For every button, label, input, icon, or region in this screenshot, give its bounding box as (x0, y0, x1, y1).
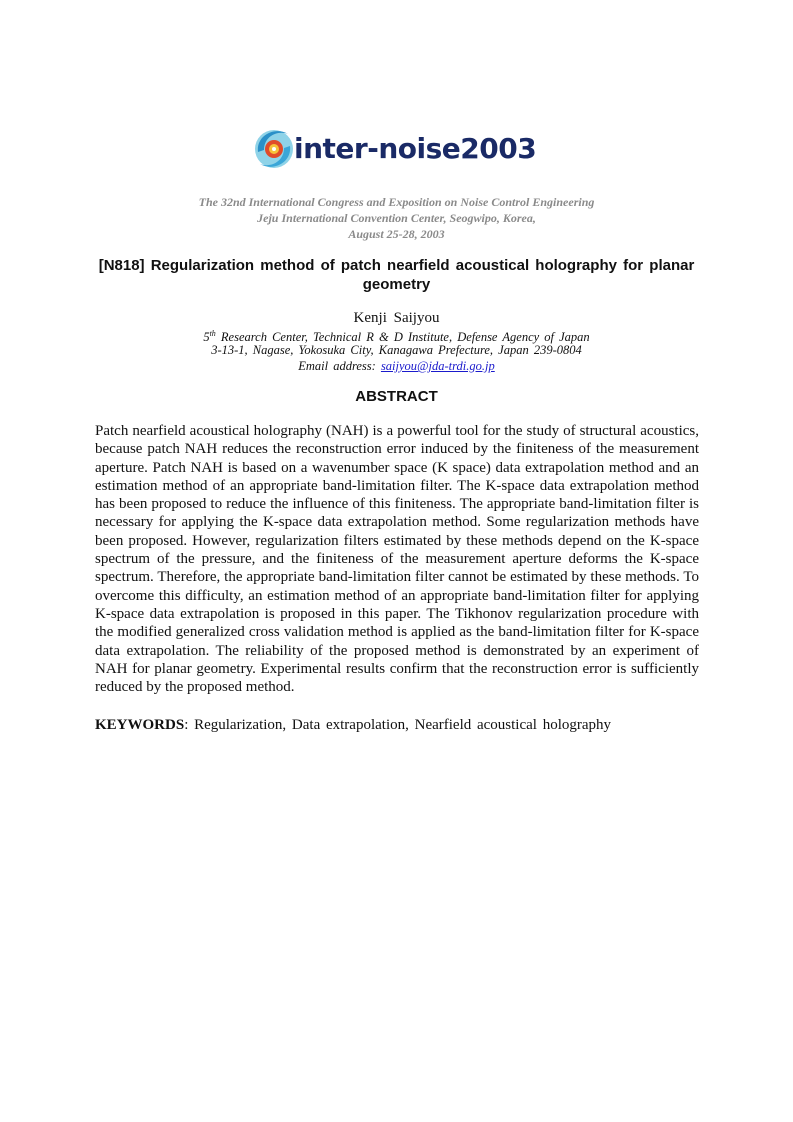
keywords-line (95, 716, 699, 734)
conference-logo (252, 118, 552, 184)
conference-dates: August 25-28, 2003 (348, 227, 445, 241)
affiliation-institution: Research Center, Technical R & D Institute, Defense Agency of Japan (215, 330, 590, 345)
abstract-body: Patch nearfield acoustical holography (NAH) is a powerful tool for the study of structural acoustics, because patch NAH reduces the reconstruction error induced by the finiteness of the measurement aperture. Patch NAH is based on a wavenumber space (K space) data extrapolation method and an estimation method of an appropriate band-limitation filter. The K-space data extrapolation method has been proposed to reduce the influence of this finiteness. The appropriate band-limitation filter is necessary for applying the K-space data extrapolation method. Some regularization methods have been proposed. However, regularization filters estimated by these methods depend on the K-space spectrum of the pressure, and the finiteness of the measurement aperture deforms the K-space spectrum. Therefore, the appropriate band-limitation filter cannot be estimated by these methods. To overcome this difficulty, an estimation method of an appropriate band-limitation filter for applying K-space data extrapolation is proposed in this paper. The Tikhonov regularization procedure with the modified generalized cross validation method is applied as the band-limitation filter for K-space data extrapolation. The reliability of the proposed method is demonstrated by an experiment of NAH for planar geometry. Experimental results confirm that the reconstruction error is sufficiently reduced by the proposed method. (95, 423, 699, 696)
affiliation-ordinal-suffix: th (209, 329, 216, 338)
logo-text: inter-noise2003 (294, 132, 537, 165)
affiliation-ordinal: 5 (203, 330, 210, 345)
conference-venue: Jeju International Convention Center, Seogwipo, Korea, (257, 211, 536, 225)
affiliation-email-line (0, 358, 793, 374)
abstract-heading: ABSTRACT (355, 388, 438, 405)
email-link[interactable]: saijyou@jda-trdi.go.jp (380, 359, 495, 373)
paper-title: [N818] Regularization method of patch nearfield acoustical holography for planar geometry (98, 257, 695, 293)
conference-name: The 32nd International Congress and Exposition on Noise Control Engineering (198, 195, 595, 209)
swirl-icon (252, 118, 296, 184)
affiliation-address: 3-13-1, Nagase, Yokosuka City, Kanagawa Prefecture, Japan 239-0804 (211, 343, 582, 357)
email-label: Email address: (298, 359, 381, 373)
keywords-label: KEYWORDS (95, 717, 185, 733)
keywords-list: : Regularization, Data extrapolation, Nearfield acoustical holography (184, 717, 612, 733)
author-name: Kenji Saijyou (353, 310, 440, 326)
